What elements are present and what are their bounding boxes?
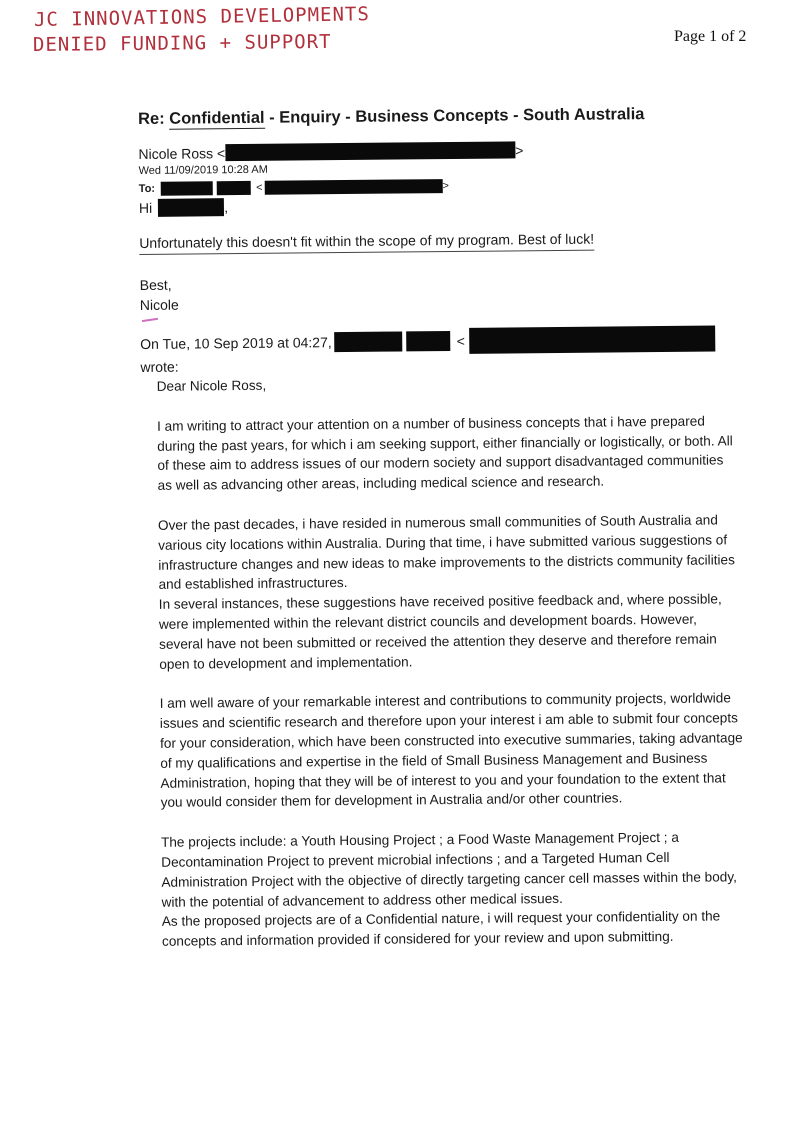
subject-prefix: Re: bbox=[138, 109, 170, 128]
signoff bbox=[140, 269, 740, 321]
greeting-punct: , bbox=[224, 199, 229, 216]
redaction-block bbox=[225, 141, 515, 161]
pen-mark bbox=[142, 318, 158, 322]
quote-header-wrote: wrote: bbox=[140, 358, 179, 375]
quoted-paragraph: I am well aware of your remarkable interest and contributions to community projects, worldwide issues and scientific research and therefore upon your interest i am able to submit four concepts for your consideration, which have been constructed into executive summaries, taking advantage of my qualifications and expertise in the field of Small Business Management and Business Administration, hoping that they will be of interest to you and your foundation to the extent that you would consider them for development in Australia and/or other countries. bbox=[159, 690, 743, 811]
quoted-paragraph: I am writing to attract your attention on a number of business concepts that i have prepared during the past years, for which i am seeking support, either financially or logistically, or both. All of these aim to address issues of our modern society and support disadvantaged communities as well as advancing other areas, including medical science and research. bbox=[156, 413, 733, 494]
quote-header-date: On Tue, 10 Sep 2019 at 04:27, bbox=[140, 334, 332, 352]
quoted-message bbox=[157, 371, 746, 952]
page-number: Page 1 of 2 bbox=[674, 28, 747, 45]
quoted-salutation: Dear Nicole Ross, bbox=[156, 377, 267, 394]
redaction-block bbox=[264, 179, 442, 195]
redaction-block bbox=[158, 198, 224, 217]
quoted-paragraph: The projects include: a Youth Housing Project ; a Food Waste Management Project ; a Decontamination Project to prevent microbial infections ; and a Targeted Human Cell Administration Project with the objective of directly targeting cancer cell masses within the body, with the potential of advancement to address other medical issues. bbox=[160, 829, 737, 910]
email-printout bbox=[138, 104, 746, 952]
to-close: > bbox=[442, 180, 449, 193]
signoff-name: Nicole bbox=[139, 296, 179, 313]
handwritten-annotation bbox=[32, 3, 370, 58]
signoff-text: Best, bbox=[139, 276, 172, 293]
quoted-paragraph: Over the past decades, i have resided in numerous small communities of South Australia and various city locations within Australia. During that time, i have submitted various suggestions of infrastructure changes and new ideas to make improvements to the districts community facilities and established infrastructures. bbox=[157, 512, 735, 593]
quote-header bbox=[140, 325, 740, 377]
sent-date: Wed 11/09/2019 10:28 AM bbox=[138, 163, 268, 177]
sender-name: Nicole Ross < bbox=[138, 144, 226, 162]
greeting-line bbox=[139, 193, 739, 217]
redaction-block bbox=[335, 331, 403, 352]
quoted-paragraph: As the proposed projects are of a Confidential nature, i will request your confidentiality on the concepts and information provided if considered for your review and upon submitting. bbox=[161, 908, 721, 949]
to-label: To: bbox=[138, 182, 156, 195]
annotation-line-1: JC INNOVATIONS DEVELOPMENTS bbox=[33, 3, 370, 31]
email-subject bbox=[138, 104, 738, 129]
greeting: Hi bbox=[138, 199, 153, 216]
sender-line bbox=[138, 139, 738, 162]
to-open: < bbox=[255, 181, 263, 194]
quote-header-open: < bbox=[456, 332, 465, 349]
redaction-block bbox=[161, 181, 213, 195]
redaction-block bbox=[217, 181, 251, 195]
reply-body: Unfortunately this doesn't fit within the scope of my program. Best of luck! bbox=[139, 231, 594, 255]
annotation-line-2: DENIED FUNDING + SUPPORT bbox=[32, 30, 332, 56]
recipient-line bbox=[139, 176, 739, 196]
redaction-block bbox=[407, 331, 451, 351]
redaction-block bbox=[469, 325, 715, 353]
sender-close: > bbox=[515, 141, 524, 158]
subject-confidential: Confidential bbox=[169, 108, 265, 128]
subject-rest: - Enquiry - Business Concepts - South Australia bbox=[264, 105, 645, 127]
quoted-paragraph: In several instances, these suggestions have received positive feedback and, where possible, were implemented within the relevant district councils and development boards. However, several have not been submitted or received the attention they deserve and therefore remain open to development and implementation. bbox=[158, 591, 722, 672]
